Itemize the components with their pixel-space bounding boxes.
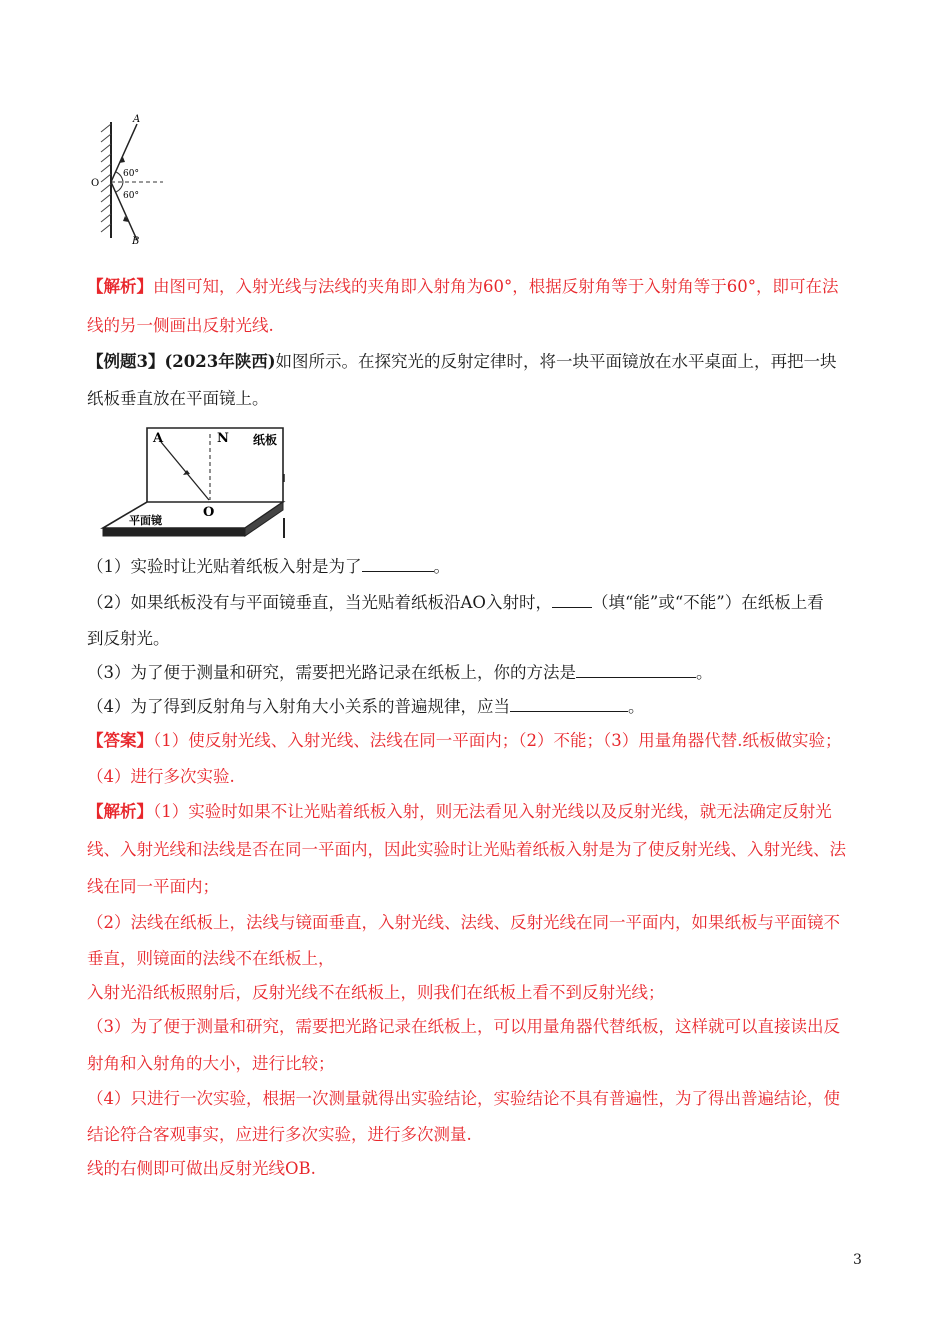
question-3: （3）为了便于测量和研究，需要把光路记录在纸板上，你的方法是 。 [87, 663, 713, 682]
label-b: B [132, 236, 140, 247]
analysis1-line2: 线的另一侧画出反射光线. [87, 316, 274, 335]
label-board: 纸板 [253, 433, 278, 447]
answer-line2: （4）进行多次实验. [87, 767, 235, 786]
label-o: O [91, 178, 100, 189]
analysis-tag: 【解析】 [87, 802, 153, 821]
analysis2-line11: 线的右侧即可做出反射光线OB. [87, 1159, 316, 1178]
answer-blank [552, 593, 592, 608]
label-a: A [133, 114, 141, 125]
analysis2-line8: 射角和入射角的大小，进行比较； [87, 1054, 335, 1073]
analysis2-line4: （2）法线在纸板上，法线与镜面垂直，入射光线、法线、反射光线在同一平面内，如果纸板与平面镜不 [87, 913, 840, 932]
analysis2-line6: 入射光沿纸板照射后，反射光线不在纸板上，则我们在纸板上看不到反射光线； [87, 983, 665, 1002]
question-2-cont: 到反射光。 [87, 629, 170, 648]
question-1: （1）实验时让光贴着纸板入射是为了 。 [87, 557, 450, 576]
analysis2-line1: 【解析】（1）实验时如果不让光贴着纸板入射，则无法看见入射光线以及反射光线，就无法确定反射光 [87, 802, 832, 821]
example-tag: 【例题3】 [87, 352, 165, 371]
answer-tag: 【答案】 [87, 731, 153, 750]
question-4: （4）为了得到反射角与入射角大小关系的普遍规律，应当 。 [87, 697, 645, 716]
label-a: A [153, 431, 164, 446]
answer-blank [510, 697, 628, 712]
example3-text1: 如图所示。在探究光的反射定律时，将一块平面镜放在水平桌面上，再把一块 [275, 352, 837, 371]
analysis2-line5: 垂直，则镜面的法线不在纸板上， [87, 949, 335, 968]
example-source: (2023年陕西) [164, 352, 276, 371]
angle-bottom-label: 60° [123, 191, 139, 201]
question-2: （2）如果纸板没有与平面镜垂直，当光贴着纸板沿AO入射时， （填“能”或“不能”）在纸板上看 [87, 593, 824, 612]
analysis1-line1 [87, 276, 839, 298]
angle-top-label: 60° [123, 169, 139, 179]
label-o: O [203, 505, 215, 520]
page-number: 3 [853, 1252, 862, 1268]
analysis-tag: 【解析】 [87, 277, 153, 296]
board-mirror-diagram [95, 420, 295, 542]
label-n: N [217, 431, 229, 446]
analysis2-line2: 线、入射光线和法线是否在同一平面内，因此实验时让光贴着纸板入射是为了使反射光线、入射光线、法 [87, 840, 846, 859]
analysis2-line7: （3）为了便于测量和研究，需要把光路记录在纸板上，可以用量角器代替纸板，这样就可以直接读出反 [87, 1017, 840, 1036]
answer-line1: 【答案】（1）使反射光线、入射光线、法线在同一平面内；（2）不能；（3）用量角器代替.纸板做实验； [87, 731, 842, 750]
label-mirror: 平面镜 [129, 514, 162, 527]
analysis2-line10: 结论符合客观事实，应进行多次实验，进行多次测量. [87, 1125, 472, 1144]
analysis1-text1: 由图可知，入射光线与法线的夹角即入射角为60°，根据反射角等于入射角等于60°，即可在法 [153, 277, 839, 296]
example3-line2: 纸板垂直放在平面镜上。 [87, 389, 269, 408]
analysis2-line9: （4）只进行一次实验，根据一次测量就得出实验结论，实验结论不具有普遍性，为了得出普遍结论，使 [87, 1089, 840, 1108]
analysis2-line3: 线在同一平面内； [87, 877, 219, 896]
example3-line1 [87, 351, 837, 373]
answer-blank [576, 663, 696, 678]
reflection-diagram [85, 110, 175, 250]
answer-blank [362, 557, 434, 572]
